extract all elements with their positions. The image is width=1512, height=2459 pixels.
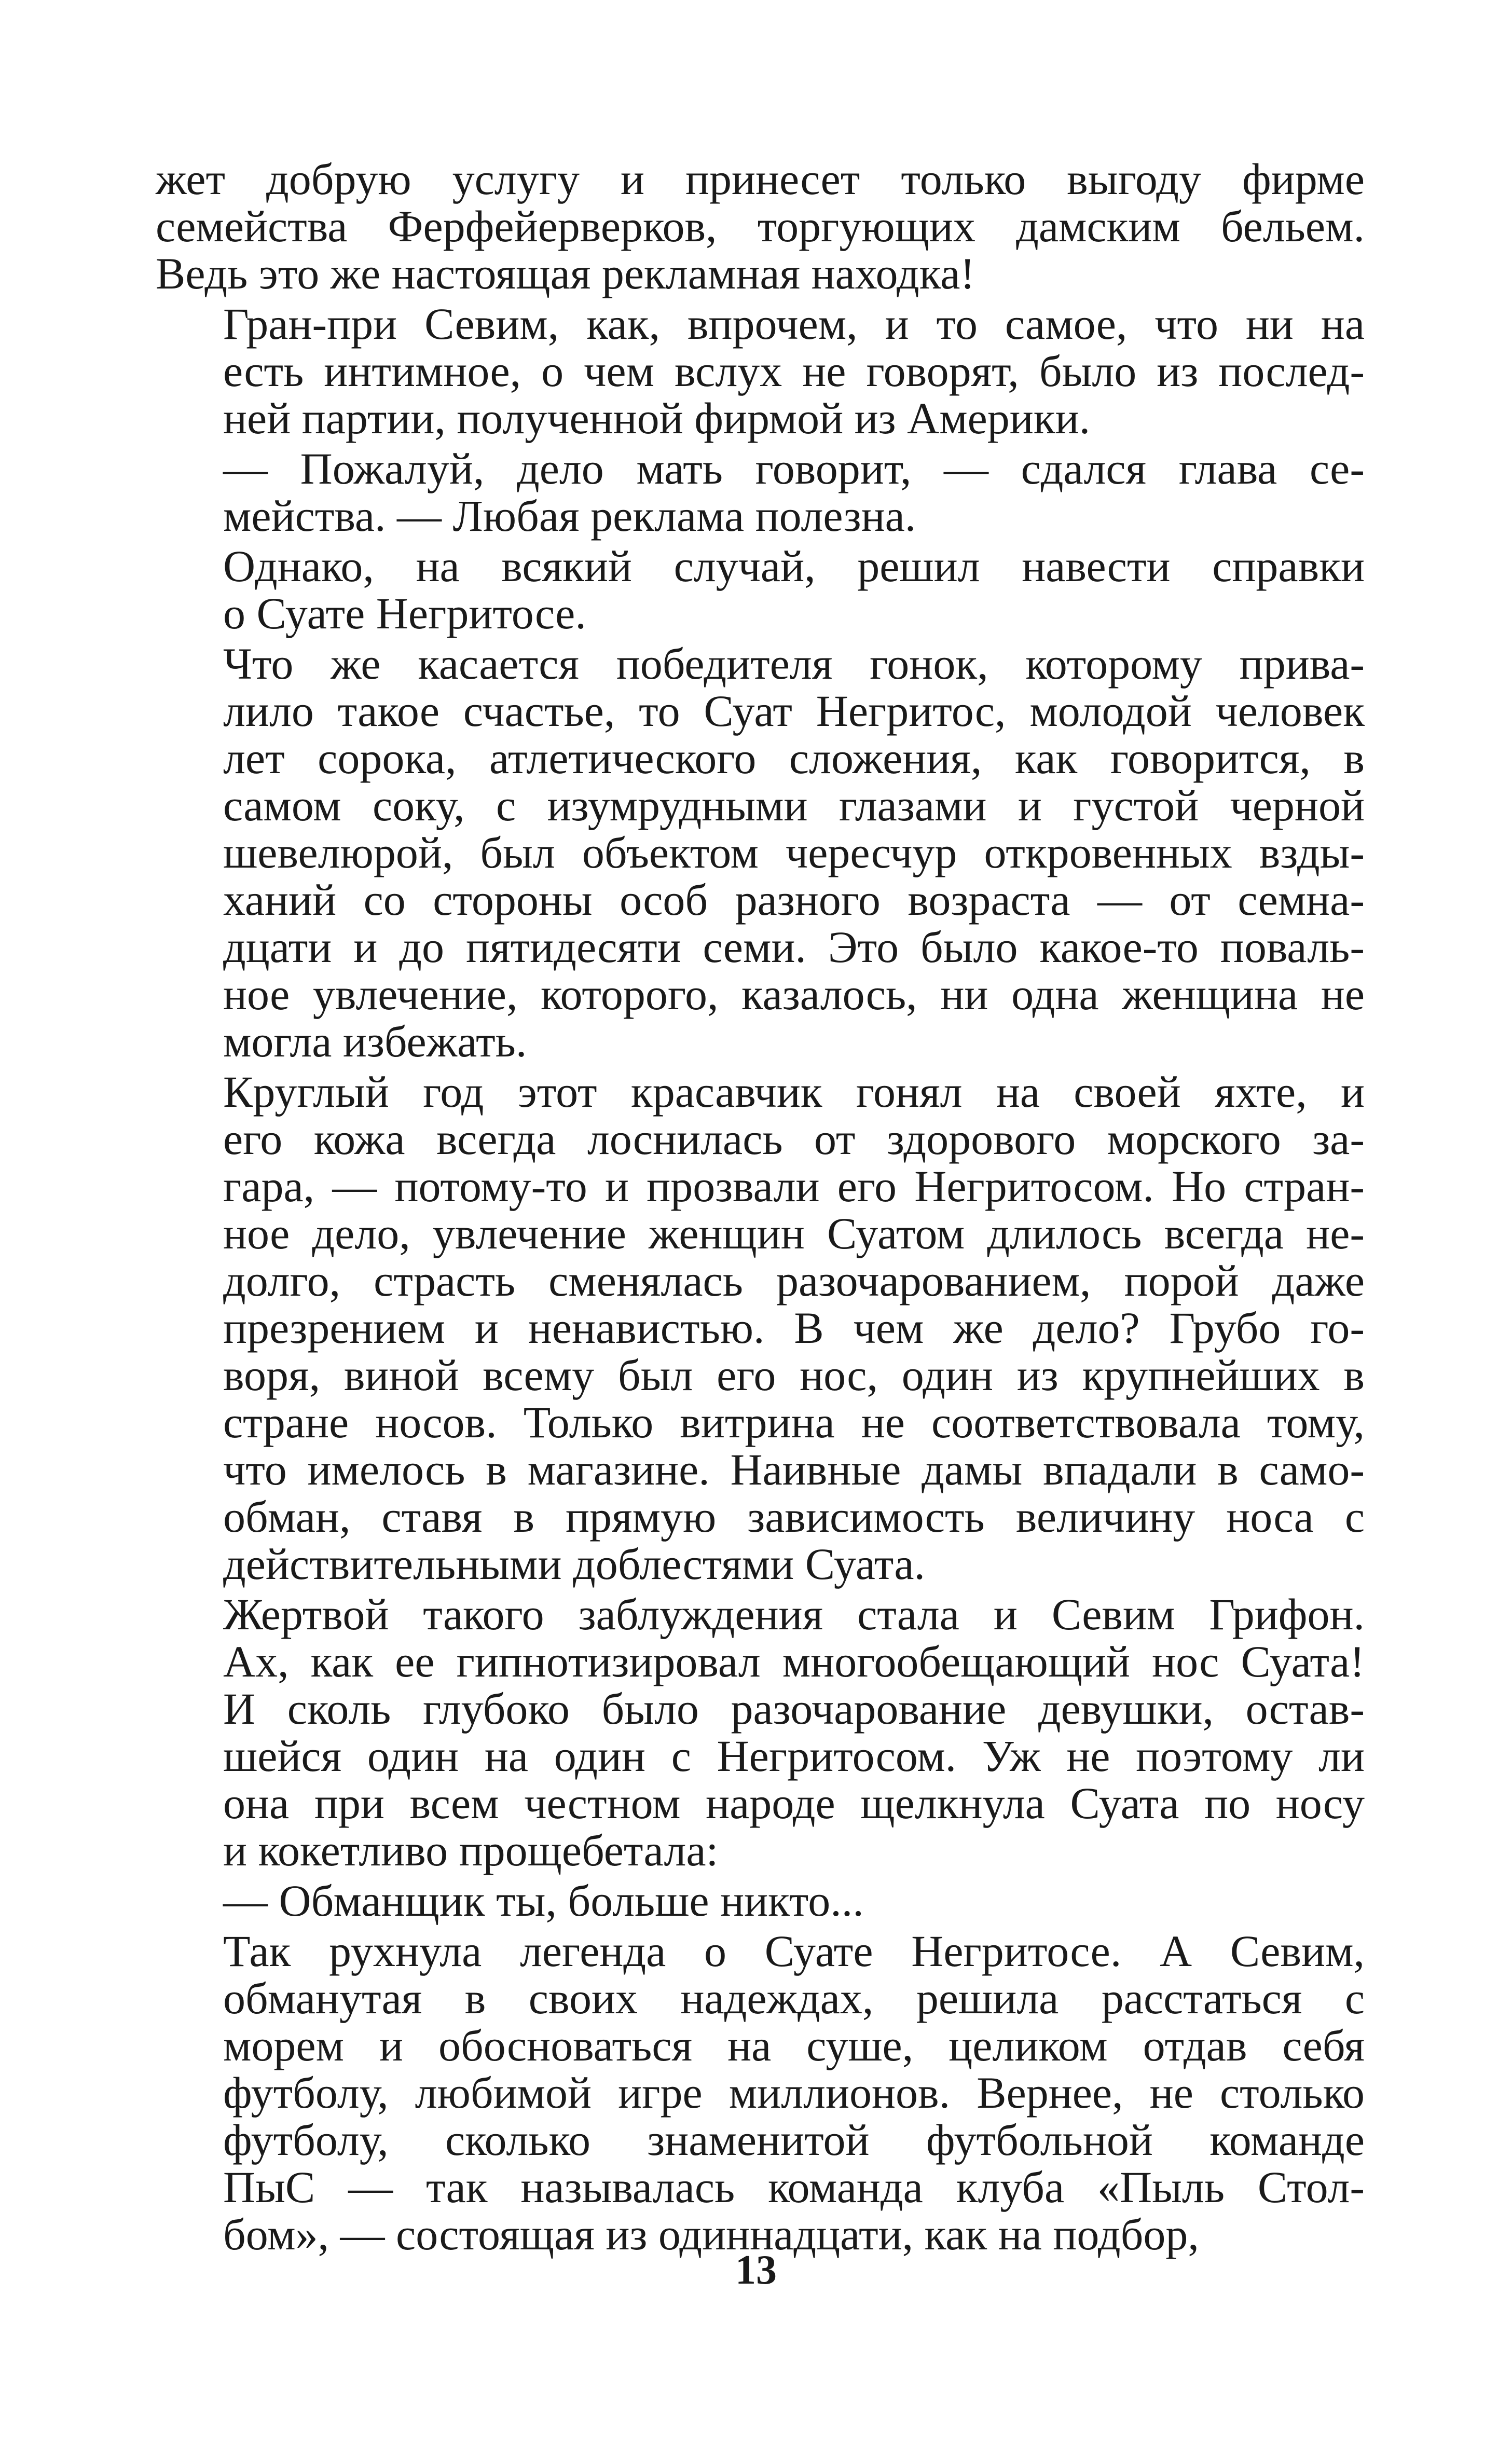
text-line: ное дело, увлечение женщин Суатом длилось всегда не- bbox=[223, 1208, 1365, 1258]
paragraph bbox=[156, 1877, 1365, 1925]
text-line: Однако, на всякий случай, решил навести справки bbox=[223, 541, 1365, 591]
text-line: и кокетливо прощебетала: bbox=[223, 1825, 719, 1875]
paragraph bbox=[156, 156, 1365, 297]
text-line: — Пожалуй, дело мать говорит, — сдался глава се- bbox=[223, 444, 1365, 493]
text-line: морем и обосноваться на суше, целиком отдав себя bbox=[223, 2021, 1365, 2070]
text-line: шевелюрой, был объектом чересчур откровенных взды- bbox=[223, 828, 1365, 877]
text-line: есть интимное, о чем вслух не говорят, было из послед- bbox=[223, 346, 1365, 396]
paragraph bbox=[156, 1068, 1365, 1588]
paragraph bbox=[156, 640, 1365, 1065]
text-line: Так рухнула легенда о Суате Негритосе. А Севим, bbox=[223, 1926, 1365, 1976]
text-line: шейся один на один с Негритосом. Уж не поэтому ли bbox=[223, 1731, 1365, 1781]
text-line: бом», — состоящая из одиннадцати, как на подбор, bbox=[223, 2209, 1199, 2259]
text-line: долго, страсть сменялась разочарованием, порой даже bbox=[223, 1256, 1365, 1306]
text-line: футболу, любимой игре миллионов. Вернее, не столько bbox=[223, 2068, 1365, 2118]
text-line: она при всем честном народе щелкнула Суата по носу bbox=[223, 1778, 1365, 1828]
text-line: ное увлечение, которого, казалось, ни одна женщина не bbox=[223, 969, 1365, 1019]
text-line: ханий со стороны особ разного возраста — от семна- bbox=[223, 875, 1365, 925]
text-line: гара, — потому-то и прозвали его Негритосом. Но стран- bbox=[223, 1161, 1365, 1211]
text-line: обман, ставя в прямую зависимость величину носа с bbox=[223, 1492, 1365, 1542]
text-line: обманутая в своих надеждах, решила расстаться с bbox=[223, 1973, 1365, 2023]
text-line: лило такое счастье, то Суат Негритос, молодой человек bbox=[223, 686, 1365, 736]
text-line: о Суате Негритосе. bbox=[223, 588, 586, 638]
text-line: Ах, как ее гипнотизировал многообещающий нос Суата! bbox=[223, 1637, 1365, 1686]
text-line: Гран-при Севим, как, впрочем, и то самое, что ни на bbox=[223, 299, 1365, 349]
text-line: могла избежать. bbox=[223, 1016, 527, 1066]
paragraph bbox=[156, 543, 1365, 637]
text-line: презрением и ненавистью. В чем же дело? Грубо го- bbox=[223, 1303, 1365, 1353]
text-line: действительными доблестями Суата. bbox=[223, 1539, 926, 1589]
text-line: что имелось в магазине. Наивные дамы впадали в само- bbox=[223, 1445, 1365, 1494]
text-line: Круглый год этот красавчик гонял на своей яхте, и bbox=[223, 1067, 1365, 1117]
text-line: семейства Ферфейерверков, торгующих дамским бельем. bbox=[156, 201, 1365, 251]
text-line: жет добрую услугу и принесет только выгоду фирме bbox=[156, 154, 1365, 204]
paragraph bbox=[156, 1928, 1365, 2258]
text-line: футболу, сколько знаменитой футбольной команде bbox=[223, 2115, 1365, 2165]
paragraph bbox=[156, 300, 1365, 442]
text-line: — Обманщик ты, больше никто... bbox=[223, 1876, 864, 1926]
text-line: Ведь это же настоящая рекламная находка! bbox=[156, 249, 975, 298]
text-line: Что же касается победителя гонок, которому прива- bbox=[223, 639, 1365, 689]
page-number: 13 bbox=[735, 2247, 777, 2293]
text-line: стране носов. Только витрина не соответствовала тому, bbox=[223, 1397, 1365, 1447]
text-line: дцати и до пятидесяти семи. Это было какое-то поваль- bbox=[223, 922, 1365, 972]
text-line: мейства. — Любая реклама полезна. bbox=[223, 491, 916, 541]
paragraph bbox=[156, 445, 1365, 540]
paragraph bbox=[156, 1591, 1365, 1874]
text-line: лет сорока, атлетического сложения, как говорится, в bbox=[223, 733, 1365, 783]
text-line: воря, виной всему был его нос, один из крупнейших в bbox=[223, 1350, 1365, 1400]
page-body bbox=[156, 156, 1365, 2258]
text-line: его кожа всегда лоснилась от здорового морского за- bbox=[223, 1114, 1365, 1164]
text-line: Жертвой такого заблуждения стала и Севим Грифон. bbox=[223, 1589, 1365, 1639]
text-line: ПыС — так называлась команда клуба «Пыль Стол- bbox=[223, 2162, 1365, 2212]
text-line: ней партии, полученной фирмой из Америки. bbox=[223, 393, 1091, 443]
text-line: И сколь глубоко было разочарование девушки, остав- bbox=[223, 1684, 1365, 1734]
text-line: самом соку, с изумрудными глазами и густой черной bbox=[223, 780, 1365, 830]
